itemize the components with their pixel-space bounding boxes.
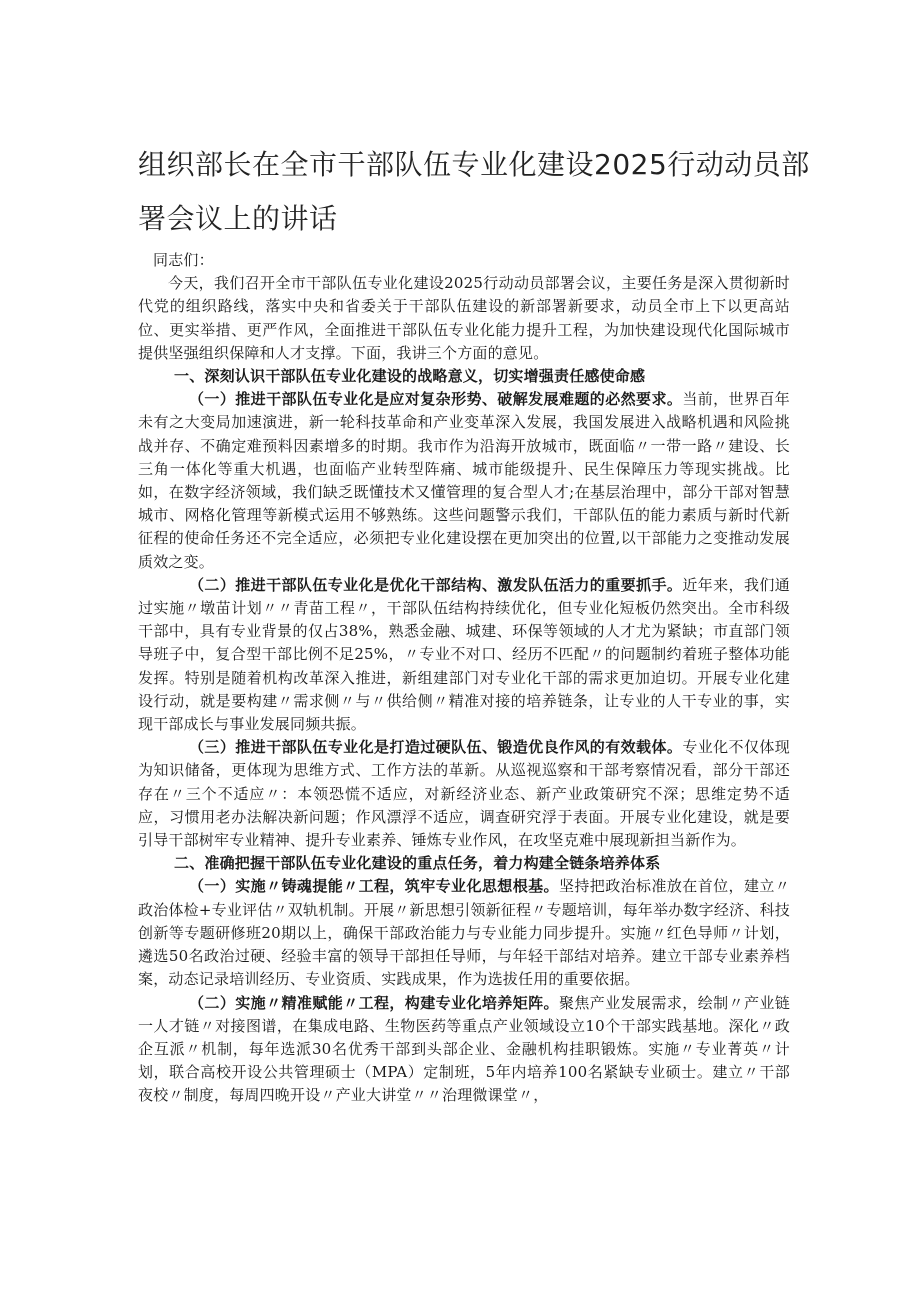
section1-p1-lead: （一）推进干部队伍专业化是应对复杂形势、破解发展难题的必然要求。 — [189, 390, 683, 409]
section2-p2-text: 聚焦产业发展需求，绘制〃产业链一人才链〃对接图谱，在集成电路、生物医药等重点产业领域设立10个干部实践基地。深化〃政企互派〃机制，每年选派30名优秀干部到头部企业、金融机构挂职锻炼。实施〃专业菁英〃计划，联合高校开设公共管理硕士（MPA）定制班，5年内培养100名紧缺专业硕士。建立〃干部夜校〃制度，每周四晚开设〃产业大讲堂〃〃治理微课堂〃， — [138, 993, 790, 1105]
section2-paragraph-1 — [138, 875, 790, 991]
section1-p3-lead: （三）推进干部队伍专业化是打造过硬队伍、锻造优良作风的有效载体。 — [189, 738, 683, 757]
section2-paragraph-2 — [138, 992, 790, 1108]
section2-p2-lead: （二）实施〃精准赋能〃工程，构建专业化培养矩阵。 — [189, 993, 559, 1012]
section1-paragraph-1 — [138, 388, 790, 574]
section1-p2-text: 近年来，我们通过实施〃墩苗计划〃〃青苗工程〃，干部队伍结构持续优化，但专业化短板仍然突出。全市科级干部中，具有专业背景的仅占38%，熟悉金融、城建、环保等领域的人才尤为紧缺；市直部门领导班子中，复合型干部比例不足25%，〃专业不对口、经历不匹配〃的问题制约着班子整体功能发挥。特别是随着机构改革深入推进，新组建部门对专业化干部的需求更加迫切。开展专业化建设行动，就是要构建〃需求侧〃与〃供给侧〃精准对接的培养链条，让专业的人干专业的事，实现干部成长与事业发展同频共振。 — [138, 575, 791, 734]
document-title: 组织部长在全市干部队伍专业化建设2025行动动员部署会议上的讲话 — [138, 148, 810, 235]
greeting: 同志们： — [153, 251, 214, 269]
section1-paragraph-3 — [138, 736, 790, 852]
section1-paragraph-2 — [138, 574, 790, 736]
section1-heading: 一、深刻认识干部队伍专业化建设的战略意义，切实增强责任感使命感 — [174, 367, 646, 386]
document-body — [138, 249, 790, 1108]
section1-p1-text: 当前，世界百年未有之大变局加速演进，新一轮科技革命和产业变革深入发展，我国发展进入战略机遇和风险挑战并存、不确定难预料因素增多的时期。我市作为沿海开放城市，既面临〃一带一路〃建设、长三角一体化等重大机遇，也面临产业转型阵痛、城市能级提升、民生保障压力等现实挑战。比如，在数字经济领域，我们缺乏既懂技术又懂管理的复合型人才;在基层治理中，部分干部对智慧城市、网格化管理等新模式运用不够熟练。这些问题警示我们，干部队伍的能力素质与新时代新征程的使命任务还不完全适应，必须把专业化建设摆在更加突出的位置,以干部能力之变推动发展质效之变。 — [138, 390, 791, 571]
section2-heading: 二、准确把握干部队伍专业化建设的重点任务，着力构建全链条培养体系 — [174, 854, 661, 873]
section1-p3-text: 专业化不仅体现为知识储备，更体现为思维方式、工作方法的革新。从巡视巡察和干部考察情况看，部分干部还存在〃三个不适应〃：本领恐慌不适应，对新经济业态、新产业政策研究不深；思维定势不适应，习惯用老办法解决新问题；作风漂浮不适应，调查研究浮于表面。开展专业化建设，就是要引导干部树牢专业精神、提升专业素养、锤炼专业作风，在攻坚克难中展现新担当新作为。 — [138, 738, 791, 850]
section2-p1-lead: （一）实施〃铸魂提能〃工程，筑牢专业化思想根基。 — [189, 877, 559, 896]
section2-p1-text: 坚持把政治标准放在首位，建立〃政治体检+专业评估〃双轨机制。开展〃新思想引领新征程〃专题培训，每年举办数字经济、科技创新等专题研修班20期以上，确保干部政治能力与专业能力同步提升。实施〃红色导师〃计划，遴选50名政治过硬、经验丰富的领导干部担任导师，与年轻干部结对培养。建立干部专业素养档案，动态记录培训经历、专业资质、实践成果，作为选拔任用的重要依据。 — [138, 877, 790, 989]
intro-paragraph: 今天，我们召开全市干部队伍专业化建设2025行动动员部署会议，主要任务是深入贯彻新时代党的组织路线，落实中央和省委关于干部队伍建设的新部署新要求，动员全市上下以更高站位、更实举措、更严作风，全面推进干部队伍专业化能力提升工程，为加快建设现代化国际城市提供坚强组织保障和人才支撑。下面，我讲三个方面的意见。 — [138, 274, 790, 362]
section1-p2-lead: （二）推进干部队伍专业化是优化干部结构、激发队伍活力的重要抓手。 — [189, 575, 683, 594]
